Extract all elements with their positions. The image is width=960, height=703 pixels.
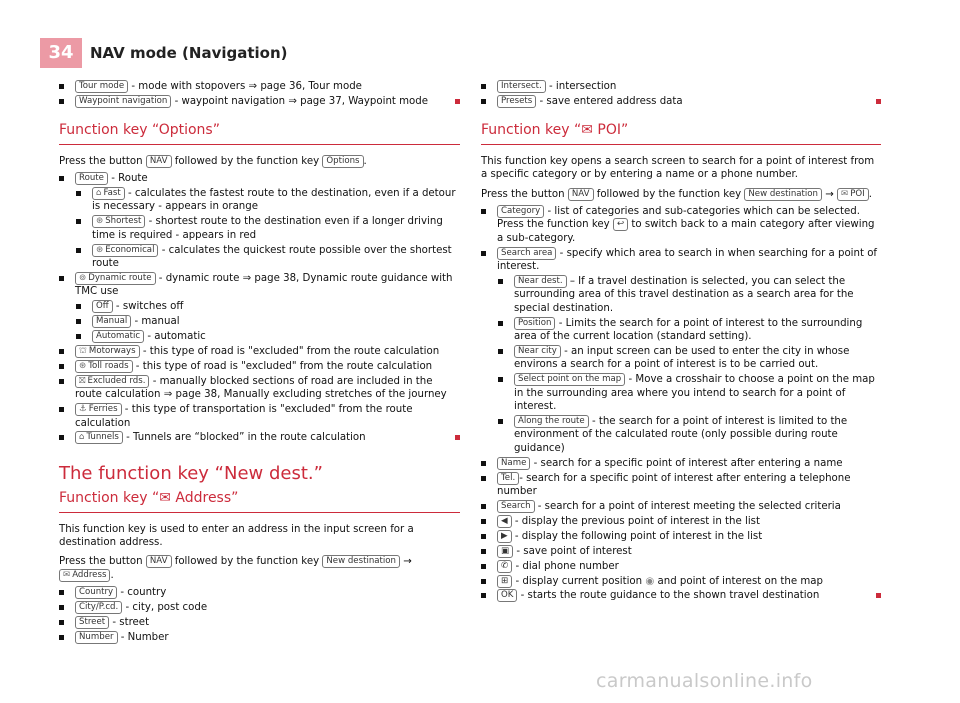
page-number: 34 [40,38,82,68]
page-header [0,0,960,68]
list-item: ⌂ Fast - calculates the fastest route to the destination, even if a detour is necessary - appears in orange [92,188,456,213]
list-item: Name - search for a specific point of interest after entering a name [481,457,881,470]
ferries-button[interactable]: ⚓ Ferries [75,403,122,416]
list-item: ◀ - display the previous point of interest in the list [481,515,881,528]
list-item: ⊚ Dynamic route - dynamic route ⇒ page 38, Dynamic route guidance with TMC use [75,272,453,298]
dynamic-route-button[interactable]: ⊚ Dynamic route [75,272,156,285]
shortest-icon: ⊛ [96,216,104,227]
list-item: Search area - specify which area to search in when searching for a point of interest. [497,247,878,273]
toll-icon: ⊛ [79,360,87,371]
list-item: OK - starts the route guidance to the shown travel destination [481,589,881,602]
watermark: carmanualsonline.info [596,670,813,692]
category-button[interactable]: Category [497,205,544,218]
list-item: Country - country [59,586,460,599]
along-route-button[interactable]: Along the route [514,415,589,428]
list-item: Search - search for a point of interest meeting the selected criteria [481,500,881,513]
list-item: Intersect. - intersection [481,80,881,93]
list-item [59,80,460,93]
save-icon: ▣ [501,545,510,556]
waypoint-navigation-button[interactable]: Waypoint navigation [75,95,171,108]
economical-button[interactable]: ⊛ Economical [92,244,158,257]
fast-button[interactable]: ⌂ Fast [92,187,125,200]
ferry-icon: ⚓ [79,404,87,415]
options-heading: Function key “Options” [59,124,460,144]
list-item: Near city - an input screen can be used to enter the city in whose environs a search for a point of interest is to be carried out. [514,346,850,371]
list-item: Category - list of categories and sub-categories which can be selected. Press the function key ↩ to switch back to a main category after viewing a sub-category. [497,205,875,244]
motorway-icon: ⛫ [79,346,87,356]
current-position-icon: ◉ [645,575,655,587]
nav-button[interactable]: NAV [568,188,594,201]
manual-button[interactable]: Manual [92,315,131,328]
dynamic-route-icon: ⊚ [79,272,87,283]
list-item: ⛫ Motorways - this type of road is "excluded" from the route calculation [59,345,460,358]
back-arrow-icon: ↩ [616,219,625,230]
next-icon: ▶ [501,530,508,541]
list-item: ▣ - save point of interest [481,545,881,558]
list-item: City/P.cd. - city, post code [59,601,460,614]
nav-button[interactable]: NAV [146,155,172,168]
list-item: Automatic - automatic [76,330,460,343]
map-icon: ⊞ [501,575,509,586]
save-button[interactable] [497,545,513,558]
list-item: ▶ - display the following point of interest in the list [481,530,881,543]
new-destination-button[interactable]: New destination [322,555,400,568]
list-item: Off - switches off [76,300,460,313]
previous-icon: ◀ [501,515,508,526]
list-item: Select point on the map - Move a crosshair to choose a point on the map in the surrounding area where you intend to search for a point of interest. [514,374,875,413]
intersect-button[interactable]: Intersect. [497,80,546,93]
map-view-button[interactable] [497,575,512,588]
page-title: NAV mode (Navigation) [90,44,288,62]
address-description: This function key is used to enter an address in the input screen for a destination address. [59,523,414,549]
tel-button[interactable]: Tel. [497,472,519,485]
name-button[interactable]: Name [497,457,530,470]
fast-icon: ⌂ [96,188,102,199]
motorways-button[interactable]: ⛫ Motorways [75,345,140,358]
position-button[interactable]: Position [514,317,555,330]
city-postcode-button[interactable]: City/P.cd. [75,601,122,614]
new-destination-button[interactable]: New destination [744,188,822,201]
list-item: ⚓ Ferries - this type of transportation is "excluded" from the route calculation [75,404,413,429]
list-item: ⊛ Toll roads - this type of road is "excluded" from the route calculation [59,360,460,373]
address-press: Press the button NAV followed by the function key New destination → ✉ Address . [59,556,412,581]
next-button[interactable] [497,530,512,543]
number-button[interactable]: Number [75,631,118,644]
nav-button[interactable]: NAV [146,555,172,568]
back-button[interactable] [613,218,628,231]
list-item: ⊛ Shortest - shortest route to the destination even if a longer driving time is required - appears in red [92,216,443,241]
section-end-icon [455,99,460,104]
country-button[interactable]: Country [75,586,117,599]
dial-button[interactable] [497,560,512,573]
poi-button[interactable]: ✉ POI [837,188,869,201]
street-button[interactable]: Street [75,616,109,629]
shortest-button[interactable]: ⊛ Shortest [92,215,145,228]
list-item: ✆ - dial phone number [481,560,881,573]
address-button[interactable]: ✉ Address [59,569,110,582]
list-item: Along the route - the search for a point of interest is limited to the environment of the calculated route (only possible during route guidance) [514,416,848,454]
section-end-icon [455,435,460,440]
list-item: Street - street [59,616,460,629]
list-item: Near dest. – If a travel destination is selected, you can select the surrounding area of this travel destination as a search area for the special destination. [514,275,854,314]
route-button[interactable]: Route [75,172,108,185]
list-item: Presets - save entered address data [481,95,881,108]
list-item: ⊛ Economical - calculates the quickest route possible over the shortest route [92,244,452,270]
item-text: - waypoint navigation ⇒ page 37, Waypoint mode [171,95,429,107]
poi-icon: ✉ [841,188,849,199]
item-text: - mode with stopovers ⇒ page 36, Tour mode [128,81,362,92]
previous-button[interactable] [497,515,512,528]
phone-icon: ✆ [501,560,509,571]
toll-roads-button[interactable]: ⊛ Toll roads [75,360,133,373]
search-area-button[interactable]: Search area [497,247,556,260]
address-heading: Function key “✉ Address” [59,492,460,512]
excluded-roads-button[interactable]: ⛝ Excluded rds. [75,375,149,388]
section-end-icon [876,99,881,104]
off-button[interactable]: Off [92,300,113,313]
new-dest-heading: The function key “New dest.” [59,462,323,484]
tunnel-icon: ⌂ [79,432,85,443]
right-column [481,80,881,604]
list-item: Manual - manual [76,315,460,328]
list-item: Number - Number [59,631,460,644]
economical-icon: ⊛ [96,244,104,255]
near-city-button[interactable]: Near city [514,345,561,358]
poi-description: This function key opens a search screen to search for a point of interest from a specific category or by entering a name or a phone number. [481,155,875,181]
options-button[interactable]: Options [322,155,363,168]
left-column [59,80,460,646]
list-item [59,95,460,108]
list-item: ⛝ Excluded rds. - manually blocked sections of road are included in the route calculation ⇒ page 38, Manually excluding stretches of the journey [75,375,447,401]
search-button[interactable]: Search [497,500,535,513]
tour-mode-button[interactable]: Tour mode [75,80,128,93]
list-item: Route - Route [59,172,460,185]
tunnels-button[interactable]: ⌂ Tunnels [75,431,123,444]
list-item: Tel. - search for a specific point of interest after entering a telephone number [497,472,851,498]
presets-button[interactable]: Presets [497,95,536,108]
select-point-on-map-button[interactable]: Select point on the map [514,373,625,386]
section-end-icon [876,593,881,598]
list-item: Position - Limits the search for a point of interest to the surrounding area of the current location (standard setting). [514,317,863,343]
ok-button[interactable]: OK [497,589,517,602]
automatic-button[interactable]: Automatic [92,330,144,343]
envelope-icon: ✉ [63,569,71,580]
options-intro: Press the button NAV followed by the function key Options . [59,155,367,167]
poi-press: Press the button NAV followed by the function key New destination → ✉ POI . [481,188,872,200]
poi-heading: Function key “✉ POI” [481,124,881,144]
excluded-roads-icon: ⛝ [79,375,86,386]
list-item: ⌂ Tunnels - Tunnels are “blocked” in the route calculation [59,431,460,444]
near-dest-button[interactable]: Near dest. [514,275,567,288]
list-item: ⊞ - display current position ◉ and point of interest on the map [481,575,881,588]
